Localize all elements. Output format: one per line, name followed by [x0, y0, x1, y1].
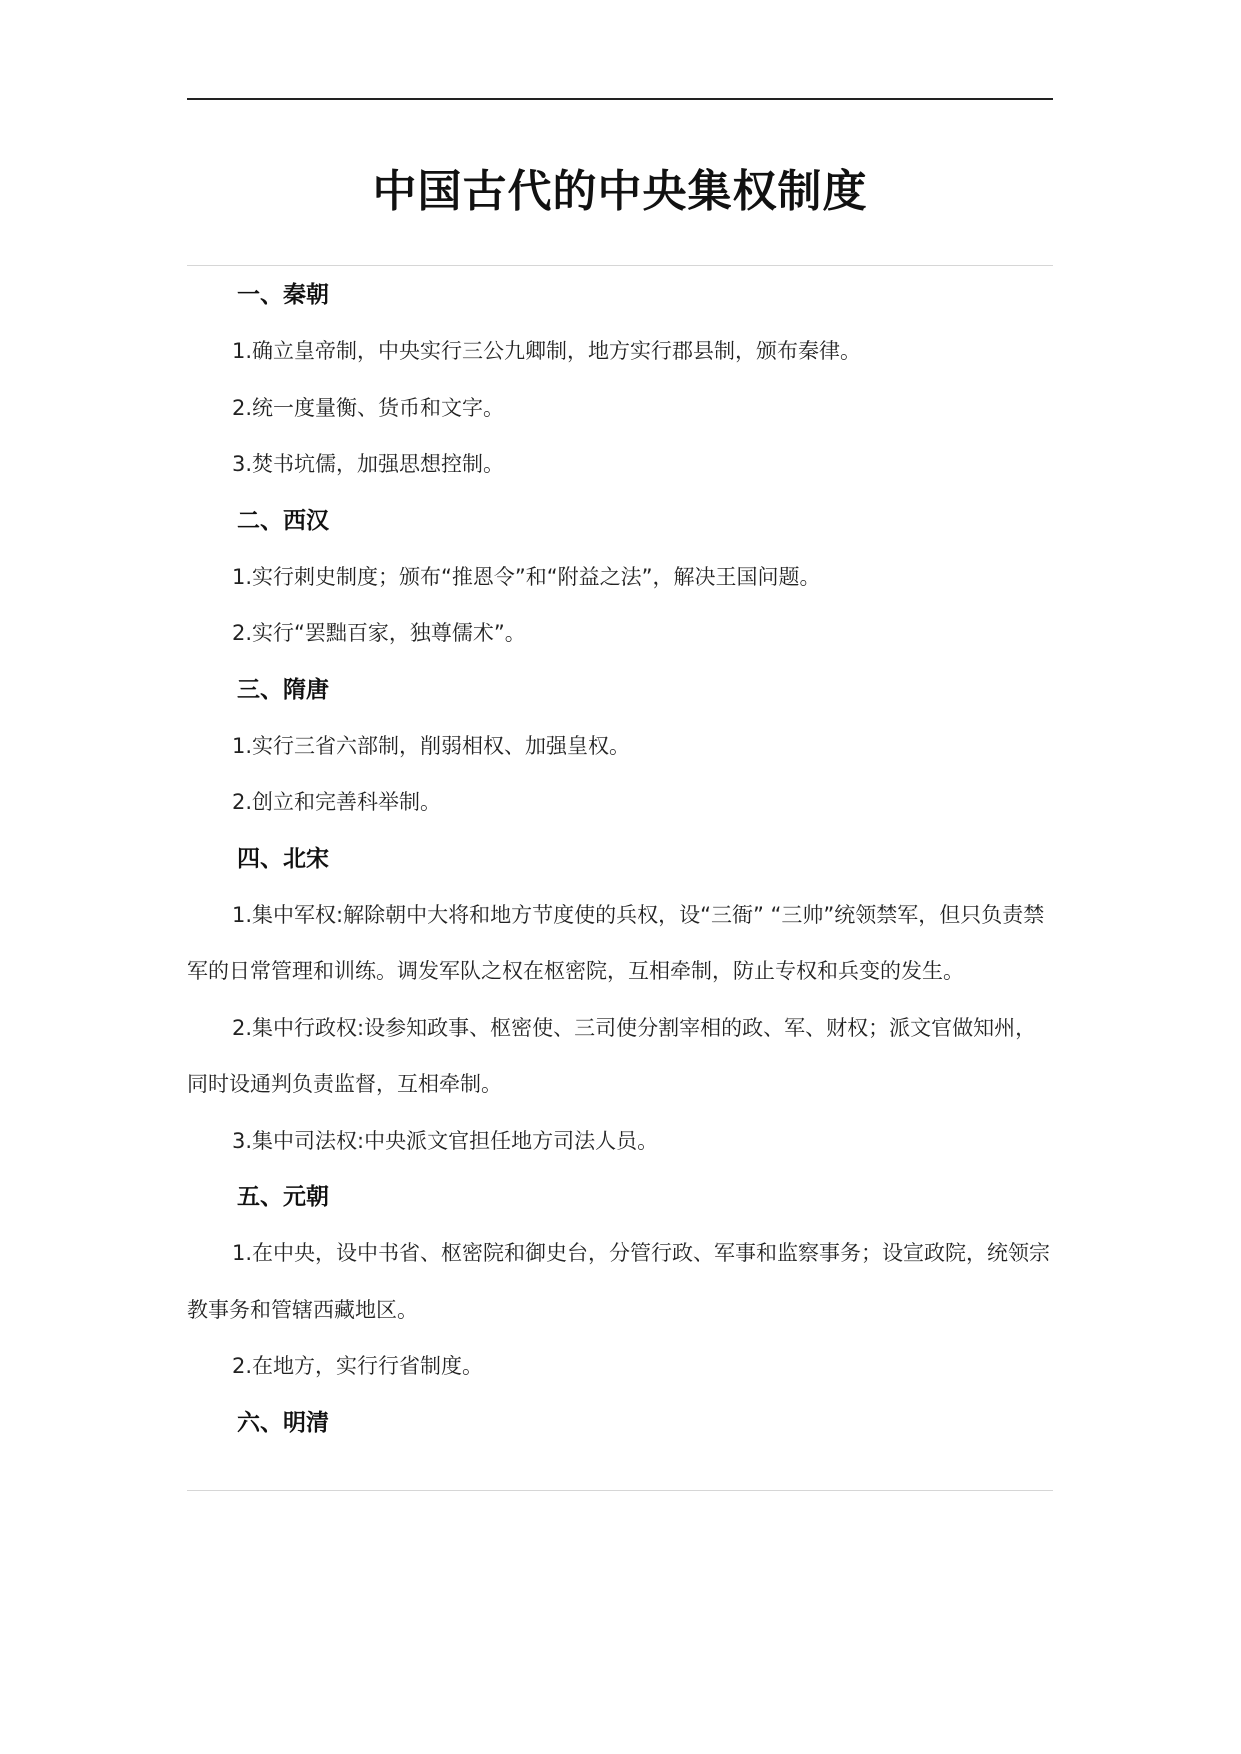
page-title: 中国古代的中央集权制度	[372, 166, 868, 217]
paragraph: 1.在中央，设中书省、枢密院和御史台，分管行政、军事和监察事务；设宣政院，统领宗教事务和管辖西藏地区。	[187, 1241, 1051, 1322]
section-heading: 六、明清	[237, 1409, 329, 1436]
section-heading: 四、北宋	[237, 845, 329, 872]
section-heading: 一、秦朝	[237, 282, 329, 308]
paragraph: 3.集中司法权:中央派文官担任地方司法人员。	[232, 1128, 659, 1153]
header-rule	[187, 98, 1053, 100]
section-northern-song	[187, 831, 1053, 1170]
section-heading: 五、元朝	[237, 1184, 329, 1210]
section-heading: 三、隋唐	[237, 676, 329, 703]
section-yuan	[187, 1169, 1053, 1395]
paragraph: 2.集中行政权:设参知政事、枢密使、三司使分割宰相的政、军、财权；派文官做知州，同时设通判负责监督，互相牵制。	[187, 1015, 1037, 1096]
section-ming-qing	[187, 1395, 1053, 1451]
section-qin	[187, 267, 1053, 493]
paragraph: 1.集中军权:解除朝中大将和地方节度使的兵权，设“三衙” “三帅”统领禁军，但只负责禁军的日常管理和训练。调发军队之权在枢密院，互相牵制，防止专权和兵变的发生。	[187, 902, 1045, 983]
paragraph: 1.确立皇帝制，中央实行三公九卿制，地方实行郡县制，颁布秦律。	[232, 339, 862, 363]
paragraph: 2.统一度量衡、货币和文字。	[232, 395, 505, 420]
section-heading: 二、西汉	[237, 507, 329, 534]
document-body	[187, 267, 1053, 1451]
paragraph: 1.实行刺史制度；颁布“推恩令”和“附益之法”，解决王国问题。	[232, 564, 821, 589]
paragraph: 3.焚书坑儒，加强思想控制。	[232, 452, 505, 476]
title-divider	[187, 265, 1053, 266]
paragraph: 1.实行三省六部制，削弱相权、加强皇权。	[232, 733, 631, 758]
section-sui-tang	[187, 662, 1053, 831]
paragraph: 2.在地方，实行行省制度。	[232, 1354, 484, 1378]
section-western-han	[187, 493, 1053, 662]
paragraph: 2.创立和完善科举制。	[232, 790, 442, 814]
footer-rule	[187, 1490, 1053, 1491]
paragraph: 2.实行“罢黜百家，独尊儒术”。	[232, 621, 526, 645]
